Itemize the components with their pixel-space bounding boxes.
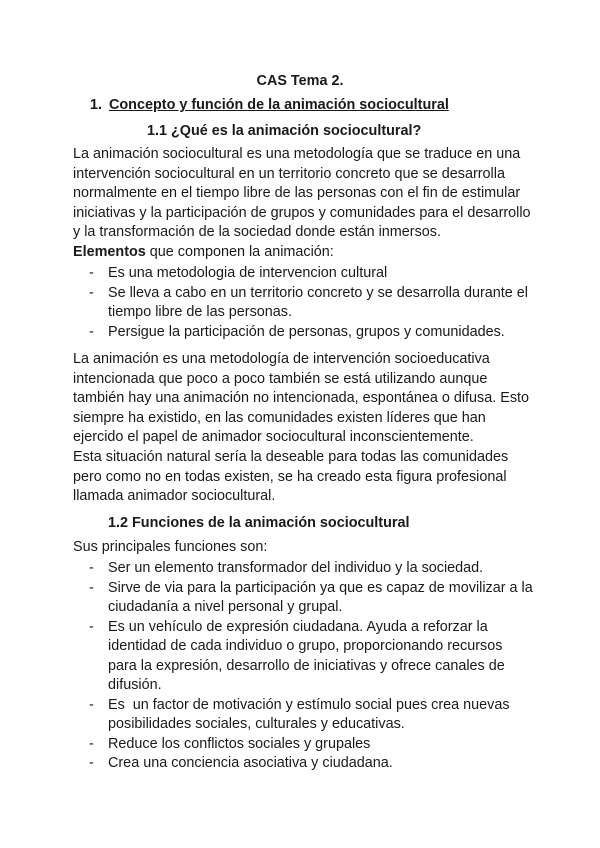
list-item <box>73 579 533 618</box>
text-line: ciudadanía a nivel personal y grupal. <box>108 599 343 615</box>
text-line: intervención sociocultural en un territorio concreto que se desarrolla <box>73 165 505 182</box>
list-item <box>73 559 533 579</box>
list-item <box>73 323 533 343</box>
text-line: Crea una conciencia asociativa y ciudadana. <box>108 755 393 771</box>
text-line: La animación sociocultural es una metodología que se traduce en una <box>73 146 521 162</box>
list-item <box>73 735 533 755</box>
text-line: también hay una animación no intencionada, espontánea o difusa. Esto <box>73 390 530 406</box>
list-item <box>73 618 533 696</box>
text-line: llamada animador sociocultural. <box>73 488 276 504</box>
dash-bullet: - <box>89 755 94 771</box>
text-line: y la transformación de la sociedad donde están inmersos. <box>73 224 441 240</box>
text-line: Se lleva a cabo en un territorio concreto y se desarrolla durante el <box>108 284 528 301</box>
list-item <box>73 696 533 735</box>
text-line: que componen la animación: <box>145 244 334 260</box>
text-line: normalmente en el tiempo libre de las personas con el fin de estimular <box>73 185 521 201</box>
subsection-heading-1-2: 1.2 Funciones de la animación sociocultural <box>108 515 410 531</box>
text-line: Es una metodologia de intervencion cultural <box>108 265 388 281</box>
text-line: Ser un elemento transformador del individuo y la sociedad. <box>108 560 484 576</box>
section-title: Concepto y función de la animación sociocultural <box>109 97 449 113</box>
text-line: siempre ha existido, en las comunidades existen líderes que han <box>73 409 486 426</box>
dash-bullet: - <box>89 323 94 340</box>
section-heading-1 <box>90 96 449 116</box>
list-item <box>73 264 533 284</box>
text-line: ejercido el papel de animador sociocultural inconscientemente. <box>73 429 474 445</box>
dash-bullet: - <box>89 284 94 301</box>
text-line: Reduce los conflictos sociales y grupales <box>108 735 371 752</box>
text-line: Es un vehículo de expresión ciudadana. Ayuda a reforzar la <box>108 618 488 635</box>
paragraph-situacion <box>73 448 513 507</box>
paragraph-funciones-intro: Sus principales funciones son: <box>73 539 268 555</box>
text-line: para la expresión, desarrollo de iniciativas y ofrece canales de <box>108 657 505 674</box>
list-item <box>73 754 533 774</box>
dash-bullet: - <box>89 735 94 752</box>
text-line: pero como no en todas existen, se ha creado esta figura profesional <box>73 468 507 485</box>
paragraph-elementos <box>73 243 533 263</box>
text-line: La animación es una metodología de intervención socioeducativa <box>73 351 490 367</box>
subsection-heading-1-1: 1.1 ¿Qué es la animación sociocultural? <box>147 123 422 139</box>
text-line: Sirve de via para la participación ya que es capaz de movilizar a la <box>108 579 533 596</box>
text-line: Persigue la participación de personas, grupos y comunidades. <box>108 323 505 340</box>
text-line: difusión. <box>108 677 162 693</box>
paragraph-metodologia <box>73 350 535 448</box>
list-item <box>73 284 533 323</box>
bold-term: Elementos <box>73 244 146 260</box>
section-number: 1. <box>90 97 103 113</box>
dash-bullet: - <box>89 618 94 635</box>
dash-bullet: - <box>89 579 94 596</box>
text-line: identidad de cada individuo o grupo, proporcionando recursos <box>108 638 503 654</box>
elementos-list <box>73 264 533 342</box>
text-line: tiempo libre de las personas. <box>108 304 292 320</box>
text-line: posibilidades sociales, culturales y educativas. <box>108 716 405 732</box>
text-line: Esta situación natural sería la deseable para todas las comunidades <box>73 449 509 465</box>
text-line: iniciativas y la participación de grupos y comunidades para el desarrollo <box>73 204 531 221</box>
funciones-list <box>73 559 533 774</box>
dash-bullet: - <box>89 560 94 576</box>
dash-bullet: - <box>89 265 94 281</box>
paragraph-definition <box>73 145 535 243</box>
text-line: Es un factor de motivación y estímulo social pues crea nuevas <box>108 696 510 713</box>
document-title: CAS Tema 2. <box>256 73 344 89</box>
dash-bullet: - <box>89 696 94 713</box>
text-line: intencionada que poco a poco también se está utilizando aunque <box>73 370 488 387</box>
